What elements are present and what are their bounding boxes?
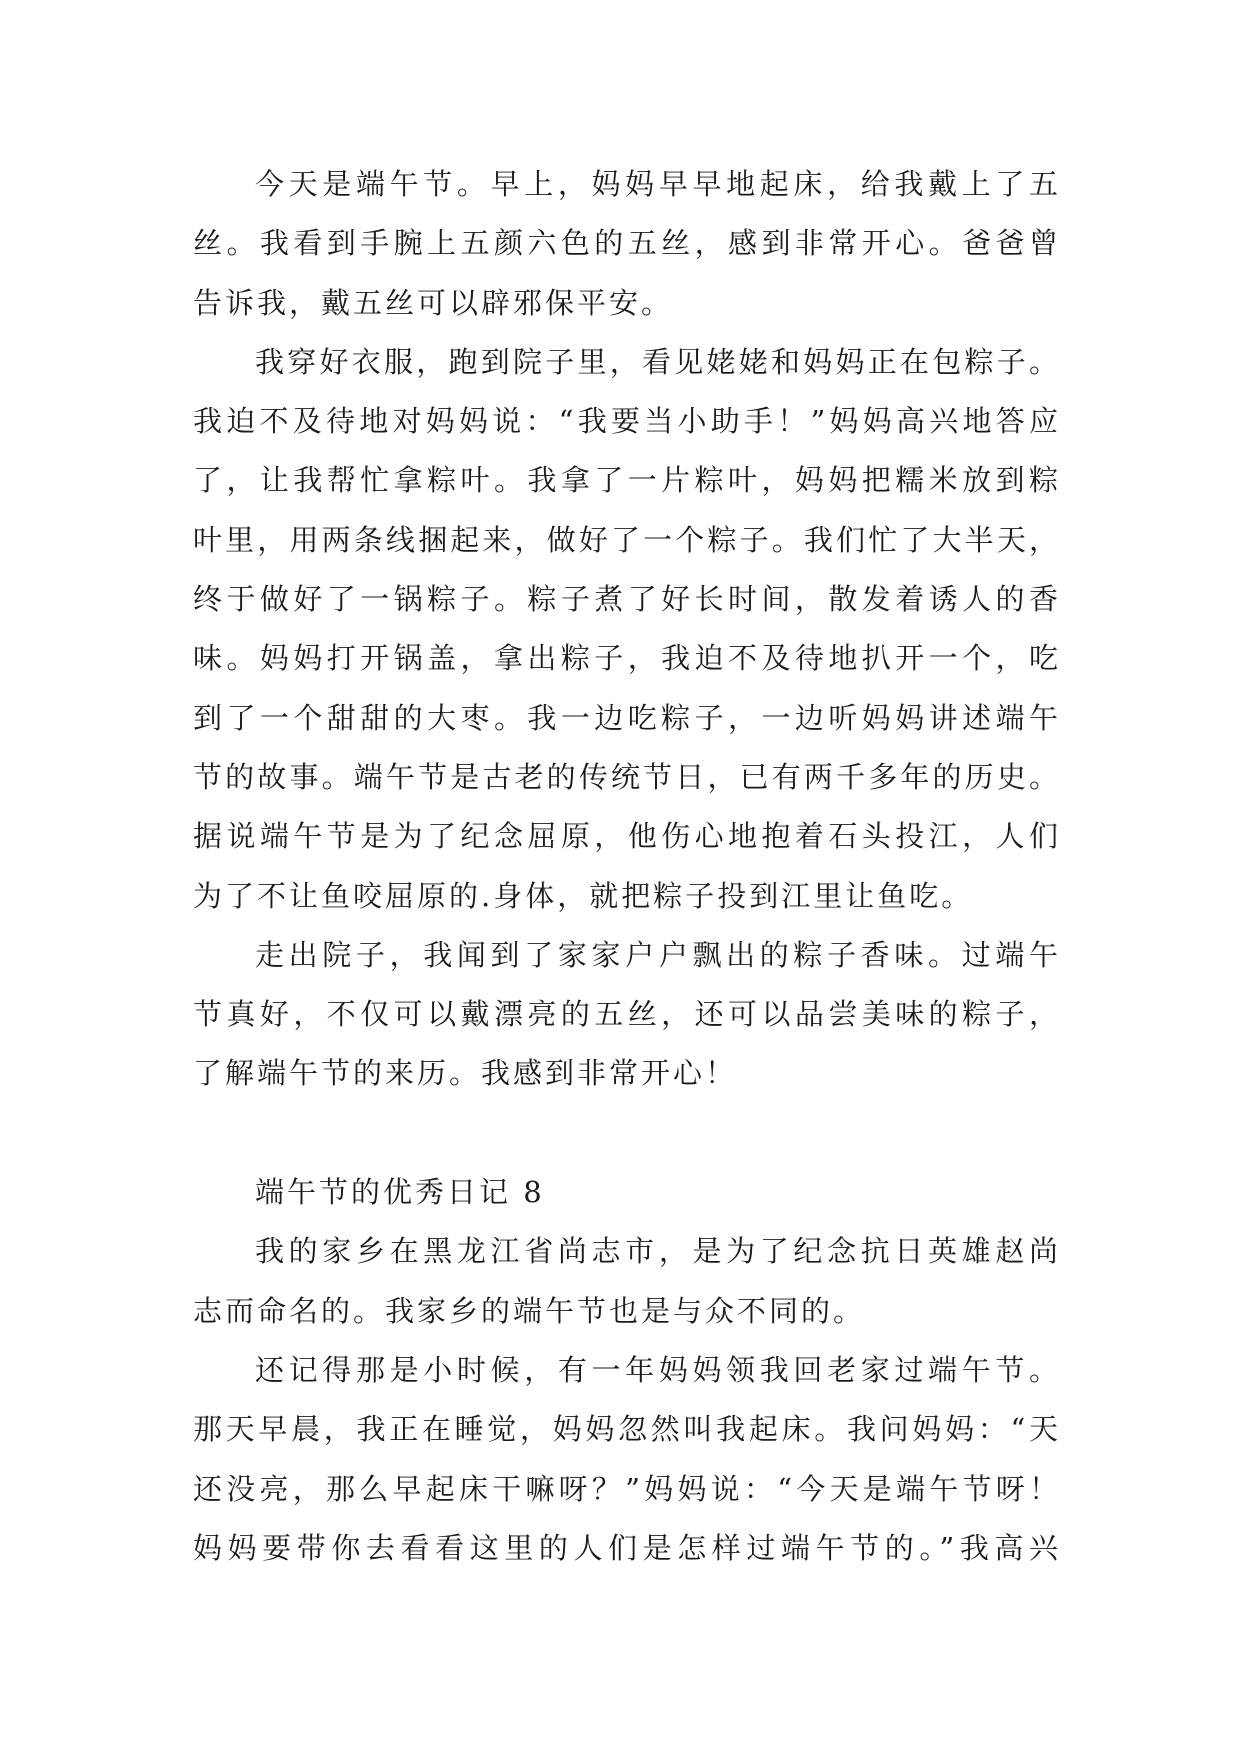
text-line: 终于做好了一锅粽子。粽子煮了好长时间，散发着诱人的香 bbox=[193, 582, 1061, 617]
text-line: 我迫不及待地对妈妈说：“我要当小助手！”妈妈高兴地答应 bbox=[193, 404, 1061, 439]
document-body bbox=[193, 155, 1061, 1578]
text-line: 那天早晨，我正在睡觉，妈妈忽然叫我起床。我问妈妈：“天 bbox=[193, 1412, 1061, 1447]
text-line: 了，让我帮忙拿粽叶。我拿了一片粽叶，妈妈把糯米放到粽 bbox=[193, 463, 1061, 498]
text-line: 告诉我，戴五丝可以辟邪保平安。 bbox=[193, 285, 674, 320]
text-line: 今天是端午节。早上，妈妈早早地起床，给我戴上了五 bbox=[255, 167, 1061, 201]
text-line: 还没亮，那么早起床干嘛呀？”妈妈说：“今天是端午节呀！ bbox=[193, 1471, 1061, 1506]
text-line: 味。妈妈打开锅盖，拿出粽子，我迫不及待地扒开一个，吃 bbox=[193, 641, 1061, 676]
paragraph-3 bbox=[193, 926, 1061, 1104]
text-line: 丝。我看到手腕上五颜六色的五丝，感到非常开心。爸爸曾 bbox=[193, 226, 1061, 261]
paragraph-5 bbox=[193, 1341, 1061, 1578]
text-line: 节真好，不仅可以戴漂亮的五丝，还可以品尝美味的粽子， bbox=[193, 997, 1061, 1032]
paragraph-4 bbox=[193, 1222, 1061, 1341]
text-line: 妈妈要带你去看看这里的人们是怎样过端午节的。”我高兴 bbox=[193, 1530, 1061, 1565]
text-line: 还记得那是小时候，有一年妈妈领我回老家过端午节。 bbox=[255, 1352, 1061, 1387]
text-line: 到了一个甜甜的大枣。我一边吃粽子，一边听妈妈讲述端午 bbox=[193, 700, 1061, 735]
text-line: 走出院子，我闻到了家家户户飘出的粽子香味。过端午 bbox=[255, 937, 1061, 972]
paragraph-2 bbox=[193, 333, 1061, 926]
section-heading: 端午节的优秀日记 8 bbox=[255, 1175, 545, 1210]
text-line: 我的家乡在黑龙江省尚志市，是为了纪念抗日英雄赵尚 bbox=[255, 1234, 1061, 1269]
text-line: 了解端午节的来历。我感到非常开心！ bbox=[193, 1056, 738, 1091]
text-line: 叶里，用两条线捆起来，做好了一个粽子。我们忙了大半天， bbox=[193, 522, 1061, 557]
text-line: 节的故事。端午节是古老的传统节日，已有两千多年的历史。 bbox=[193, 759, 1061, 794]
text-line: 志而命名的。我家乡的端午节也是与众不同的。 bbox=[193, 1293, 866, 1328]
paragraph-1 bbox=[193, 155, 1061, 333]
text-line: 我穿好衣服，跑到院子里，看见姥姥和妈妈正在包粽子。 bbox=[255, 344, 1061, 379]
blank-line bbox=[193, 1104, 1061, 1163]
text-line: 为了不让鱼咬屈原的.身体，就把粽子投到江里让鱼吃。 bbox=[193, 878, 974, 913]
text-line: 据说端午节是为了纪念屈原，他伤心地抱着石头投江，人们 bbox=[193, 819, 1061, 854]
